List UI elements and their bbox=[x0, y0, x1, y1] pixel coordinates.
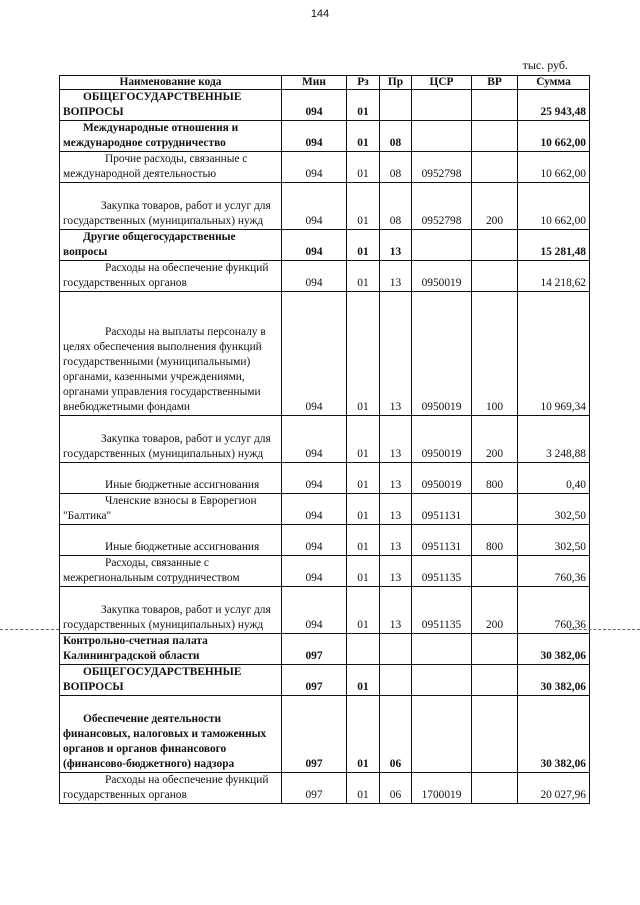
cell-pr: 13 bbox=[380, 494, 412, 525]
cell-pr: 13 bbox=[380, 261, 412, 292]
cell-csr bbox=[412, 230, 472, 261]
cell-pr: 13 bbox=[380, 525, 412, 556]
table-row bbox=[60, 230, 590, 261]
cell-csr: 1700019 bbox=[412, 773, 472, 804]
cell-sum: 0,40 bbox=[518, 463, 590, 494]
cell-name: Международные отношения и международное сотрудничество bbox=[60, 121, 282, 152]
cell-pr: 13 bbox=[380, 292, 412, 416]
cell-csr bbox=[412, 90, 472, 121]
cell-name: Расходы на выплаты персоналу в целях обеспечения выполнения функций государственными (муниципальными) органами, казенными учреждениями, органами управления государственными внебюджетными фондами bbox=[60, 292, 282, 416]
cell-rz: 01 bbox=[347, 152, 380, 183]
cell-rz: 01 bbox=[347, 183, 380, 230]
cell-csr: 0951135 bbox=[412, 556, 472, 587]
cell-rz: 01 bbox=[347, 292, 380, 416]
cell-sum: 760,36 bbox=[518, 587, 590, 634]
cell-vr bbox=[472, 665, 518, 696]
cell-sum: 15 281,48 bbox=[518, 230, 590, 261]
cell-pr: 13 bbox=[380, 416, 412, 463]
cell-name: Прочие расходы, связанные с международной деятельностью bbox=[60, 152, 282, 183]
header-sum: Сумма bbox=[518, 76, 590, 90]
cell-csr: 0951135 bbox=[412, 587, 472, 634]
cell-csr: 0951131 bbox=[412, 525, 472, 556]
cell-pr: 08 bbox=[380, 121, 412, 152]
cell-min: 094 bbox=[282, 525, 347, 556]
cell-name: Обеспечение деятельности финансовых, налоговых и таможенных органов и органов финансового (финансово-бюджетного) надзора bbox=[60, 696, 282, 773]
cell-rz: 01 bbox=[347, 463, 380, 494]
cell-min: 094 bbox=[282, 587, 347, 634]
cell-sum: 10 662,00 bbox=[518, 152, 590, 183]
cell-min: 094 bbox=[282, 90, 347, 121]
cell-pr: 13 bbox=[380, 556, 412, 587]
cell-sum: 30 382,06 bbox=[518, 665, 590, 696]
table-row bbox=[60, 152, 590, 183]
cell-min: 094 bbox=[282, 152, 347, 183]
table-row bbox=[60, 494, 590, 525]
cell-rz: 01 bbox=[347, 696, 380, 773]
cell-csr: 0950019 bbox=[412, 416, 472, 463]
cell-rz bbox=[347, 634, 380, 665]
cell-rz: 01 bbox=[347, 556, 380, 587]
cell-sum: 10 662,00 bbox=[518, 183, 590, 230]
table-row bbox=[60, 90, 590, 121]
cell-name: Расходы на обеспечение функций государственных органов bbox=[60, 261, 282, 292]
cell-sum: 3 248,88 bbox=[518, 416, 590, 463]
table-row bbox=[60, 183, 590, 230]
cut-line-right bbox=[569, 629, 640, 630]
cell-vr: 800 bbox=[472, 525, 518, 556]
cell-sum: 760,36 bbox=[518, 556, 590, 587]
cell-name: Закупка товаров, работ и услуг для государственных (муниципальных) нужд bbox=[60, 587, 282, 634]
cell-csr bbox=[412, 696, 472, 773]
cell-vr bbox=[472, 556, 518, 587]
cell-min: 097 bbox=[282, 696, 347, 773]
cell-name: Иные бюджетные ассигнования bbox=[60, 525, 282, 556]
cell-min: 097 bbox=[282, 634, 347, 665]
header-vr: ВР bbox=[472, 76, 518, 90]
cell-vr bbox=[472, 494, 518, 525]
cell-sum: 302,50 bbox=[518, 494, 590, 525]
table-row bbox=[60, 525, 590, 556]
header-rz: Рз bbox=[347, 76, 380, 90]
cell-rz: 01 bbox=[347, 773, 380, 804]
cell-vr: 200 bbox=[472, 183, 518, 230]
cell-sum: 25 943,48 bbox=[518, 90, 590, 121]
cell-csr: 0952798 bbox=[412, 152, 472, 183]
cell-rz: 01 bbox=[347, 525, 380, 556]
cell-pr: 08 bbox=[380, 152, 412, 183]
table-row bbox=[60, 463, 590, 494]
cell-csr: 0950019 bbox=[412, 463, 472, 494]
cell-rz: 01 bbox=[347, 494, 380, 525]
header-min: Мин bbox=[282, 76, 347, 90]
cell-rz: 01 bbox=[347, 230, 380, 261]
cell-sum: 14 218,62 bbox=[518, 261, 590, 292]
cell-rz: 01 bbox=[347, 121, 380, 152]
cell-csr: 0952798 bbox=[412, 183, 472, 230]
table-row bbox=[60, 665, 590, 696]
header-pr: Пр bbox=[380, 76, 412, 90]
cell-min: 094 bbox=[282, 463, 347, 494]
cell-csr bbox=[412, 634, 472, 665]
cell-name: Иные бюджетные ассигнования bbox=[60, 463, 282, 494]
cell-min: 097 bbox=[282, 773, 347, 804]
cell-csr: 0951131 bbox=[412, 494, 472, 525]
header-row bbox=[60, 76, 590, 90]
cell-sum: 10 969,34 bbox=[518, 292, 590, 416]
cell-min: 094 bbox=[282, 416, 347, 463]
units-label: тыс. руб. bbox=[522, 58, 568, 72]
cell-pr: 13 bbox=[380, 463, 412, 494]
cell-vr bbox=[472, 773, 518, 804]
cell-name: Закупка товаров, работ и услуг для государственных (муниципальных) нужд bbox=[60, 183, 282, 230]
cell-name: Контрольно-счетная палата Калининградской области bbox=[60, 634, 282, 665]
cell-name: Расходы на обеспечение функций государственных органов bbox=[60, 773, 282, 804]
page-number: 144 bbox=[310, 8, 330, 20]
table-row bbox=[60, 556, 590, 587]
cell-min: 094 bbox=[282, 121, 347, 152]
cell-vr bbox=[472, 634, 518, 665]
cell-csr: 0950019 bbox=[412, 261, 472, 292]
table-row bbox=[60, 634, 590, 665]
cell-pr: 06 bbox=[380, 773, 412, 804]
cell-rz: 01 bbox=[347, 261, 380, 292]
cell-csr bbox=[412, 121, 472, 152]
cell-pr bbox=[380, 90, 412, 121]
cell-vr: 200 bbox=[472, 416, 518, 463]
cell-min: 094 bbox=[282, 183, 347, 230]
cut-line-left bbox=[0, 629, 59, 630]
cell-pr: 08 bbox=[380, 183, 412, 230]
cell-sum: 302,50 bbox=[518, 525, 590, 556]
cell-vr bbox=[472, 261, 518, 292]
cell-name: ОБЩЕГОСУДАРСТВЕННЫЕ ВОПРОСЫ bbox=[60, 665, 282, 696]
cell-sum: 20 027,96 bbox=[518, 773, 590, 804]
cell-csr: 0950019 bbox=[412, 292, 472, 416]
table-row bbox=[60, 261, 590, 292]
cell-name: Членские взносы в Еврорегион "Балтика" bbox=[60, 494, 282, 525]
cell-min: 094 bbox=[282, 292, 347, 416]
cell-rz: 01 bbox=[347, 587, 380, 634]
cell-name: Закупка товаров, работ и услуг для государственных (муниципальных) нужд bbox=[60, 416, 282, 463]
cell-vr bbox=[472, 696, 518, 773]
table-row bbox=[60, 292, 590, 416]
cell-min: 094 bbox=[282, 230, 347, 261]
cell-name: Расходы, связанные с межрегиональным сотрудничеством bbox=[60, 556, 282, 587]
cell-pr: 13 bbox=[380, 230, 412, 261]
table-row bbox=[60, 696, 590, 773]
cell-pr bbox=[380, 634, 412, 665]
header-csr: ЦСР bbox=[412, 76, 472, 90]
cell-csr bbox=[412, 665, 472, 696]
cell-name: ОБЩЕГОСУДАРСТВЕННЫЕ ВОПРОСЫ bbox=[60, 90, 282, 121]
table-row bbox=[60, 121, 590, 152]
cell-pr: 13 bbox=[380, 587, 412, 634]
cell-vr: 200 bbox=[472, 587, 518, 634]
cell-vr: 100 bbox=[472, 292, 518, 416]
cell-vr: 800 bbox=[472, 463, 518, 494]
cell-vr bbox=[472, 152, 518, 183]
cell-sum: 30 382,06 bbox=[518, 634, 590, 665]
cell-rz: 01 bbox=[347, 90, 380, 121]
cell-pr: 06 bbox=[380, 696, 412, 773]
header-name: Наименование кода bbox=[60, 76, 282, 90]
cell-min: 094 bbox=[282, 494, 347, 525]
budget-table bbox=[59, 75, 590, 804]
cell-min: 094 bbox=[282, 556, 347, 587]
cell-vr bbox=[472, 121, 518, 152]
cell-rz: 01 bbox=[347, 416, 380, 463]
cell-sum: 10 662,00 bbox=[518, 121, 590, 152]
cell-min: 094 bbox=[282, 261, 347, 292]
cell-sum: 30 382,06 bbox=[518, 696, 590, 773]
cell-name: Другие общегосударственные вопросы bbox=[60, 230, 282, 261]
table-row bbox=[60, 773, 590, 804]
cell-vr bbox=[472, 230, 518, 261]
table-row bbox=[60, 416, 590, 463]
table-row bbox=[60, 587, 590, 634]
cell-min: 097 bbox=[282, 665, 347, 696]
cell-pr bbox=[380, 665, 412, 696]
cell-rz: 01 bbox=[347, 665, 380, 696]
cell-vr bbox=[472, 90, 518, 121]
